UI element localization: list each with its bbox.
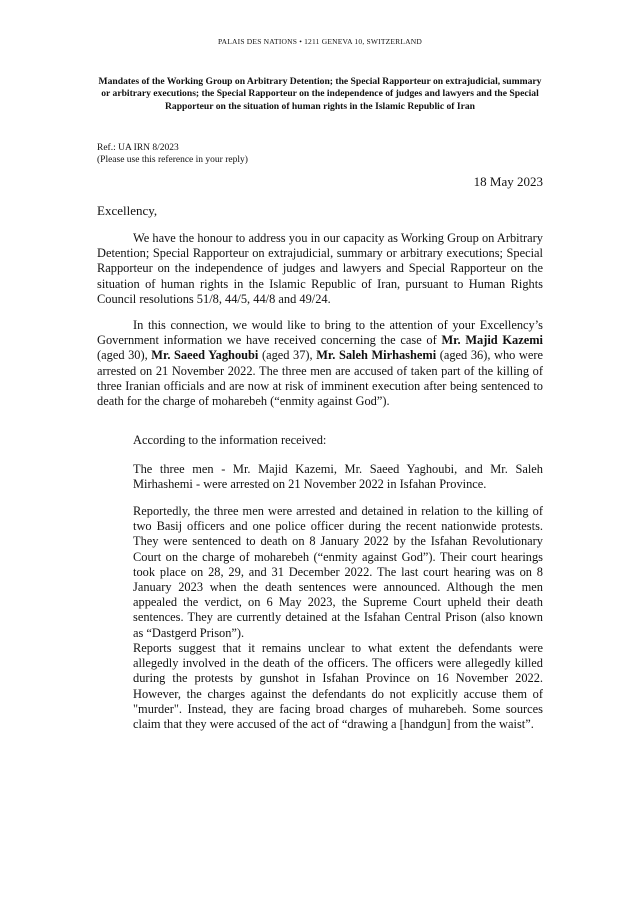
text-span: (aged 37), [258, 348, 317, 363]
paragraph-mandate: We have the honour to address you in our capacity as Working Group on Arbitrary Detention; Special Rapporteur on extrajudicial, summary or arbitrary executions; Special Rapporteur on the independence of judges and lawyers and Special Rapporteur on the situation of human rights in the Islamic Republic of Iran, pursuant to Human Rights Council resolutions 51/8, 44/5, 44/8 and 49/24. [97, 231, 543, 306]
person-name: Mr. Saeed Yaghoubi [151, 348, 259, 363]
paragraph-intro: According to the information received: [133, 433, 327, 447]
paragraph-charges: Reports suggest that it remains unclear to what extent the defendants were allegedly involved in the death of the officers. The officers were allegedly killed during the protests by gunshot in Isfahan Province on 16 November 2022. However, the charges against the defendants do not explicitly accuse them of "murder". Instead, they are facing broad charges of muharebeh. Some sources claim that they were accused of the act of “drawing a [handgun] from the waist”. [133, 641, 543, 732]
person-name: Mr. Majid Kazemi [441, 333, 543, 348]
letterhead-address: PALAIS DES NATIONS • 1211 GENEVA 10, SWITZERLAND [217, 37, 423, 46]
reference-number: Ref.: UA IRN 8/2023 [97, 143, 179, 153]
text-span: (aged 30), [97, 348, 152, 363]
letter-date: 18 May 2023 [473, 174, 543, 189]
person-name: Mr. Saleh Mirhashemi [316, 348, 437, 363]
text-span: In this connection, we would like to bring to the attention of your Excellency’s Government information we have received concerning the case of [97, 318, 543, 348]
salutation: Excellency, [97, 203, 158, 218]
reference-note: (Please use this reference in your reply) [97, 155, 248, 165]
paragraph-arrest: The three men - Mr. Majid Kazemi, Mr. Saeed Yaghoubi, and Mr. Saleh Mirhashemi - were arrested on 21 November 2022 in Isfahan Province. [133, 462, 543, 492]
paragraph-detention: Reportedly, the three men were arrested and detained in relation to the killing of two Basij officers and one police officer during the recent nationwide protests. They were sentenced to death on 8 January 2022 by the Isfahan Revolutionary Court on the charge of moharebeh (“enmity against God”). Their court hearings took place on 28, 29, and 31 December 2022. The last court hearing was on 8 January 2023 when the death sentences were announced. Although the men appealed the verdict, on 6 May 2023, the Supreme Court upheld their death sentences. They are currently detained at the Isfahan Central Prison (also known as “Dastgerd Prison”). [133, 504, 543, 640]
text-span: (aged 36), who were arrested on 21 November 2022. The three men are accused of taken part of the killing of three Iranian officials and are now at risk of imminent execution after being sentenced to death for the charge of moharebeh (“enmity against God”). [97, 348, 543, 409]
paragraph-case-summary [97, 318, 543, 409]
mandates-heading: Mandates of the Working Group on Arbitrary Detention; the Special Rapporteur on extrajudicial, summary or arbitrary executions; the Special Rapporteur on the independence of judges and lawyers and the Special Rapporteur on the situation of human rights in the Islamic Republic of Iran [98, 76, 542, 112]
